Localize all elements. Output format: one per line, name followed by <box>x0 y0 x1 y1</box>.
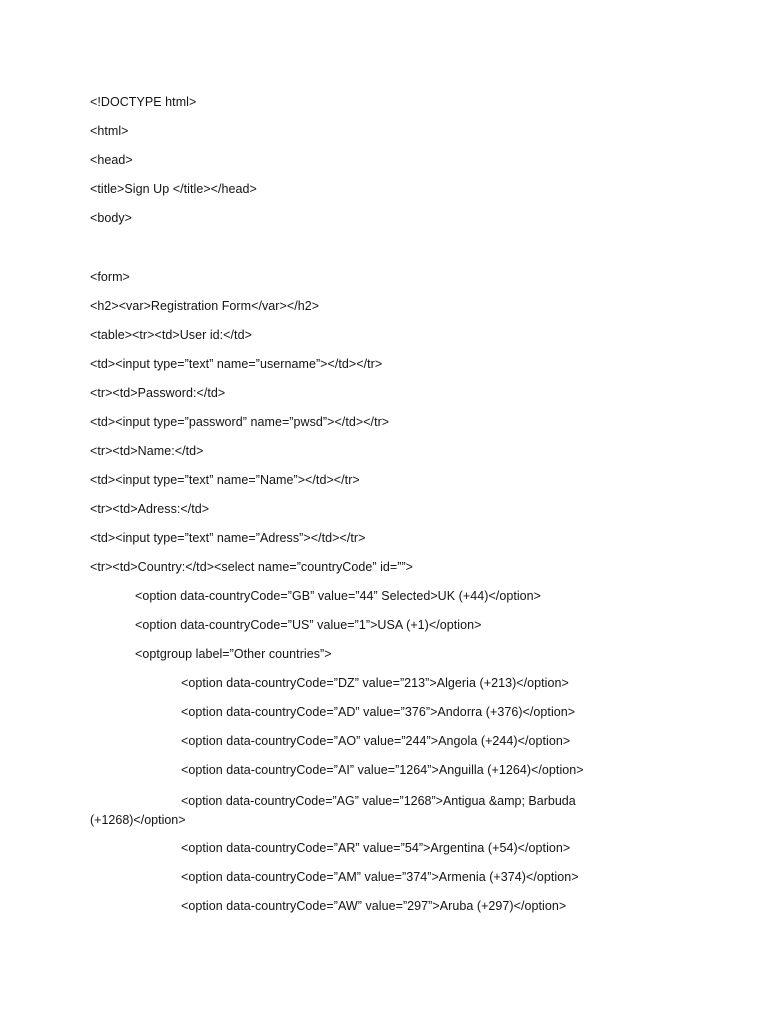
code-line-html: <html> <box>90 124 129 138</box>
code-line-option-ai: <option data-countryCode=”AI” value=”1264”>Anguilla (+1264)</option> <box>181 763 584 777</box>
code-line-option-aw: <option data-countryCode=”AW” value=”297”>Aruba (+297)</option> <box>181 899 567 913</box>
code-line-password-label: <tr><td>Password:</td> <box>90 386 226 400</box>
code-line-option-ao: <option data-countryCode=”AO” value=”244”>Angola (+244)</option> <box>181 734 571 748</box>
code-line-name-input: <td><input type=”text” name=”Name”></td></tr> <box>90 473 360 487</box>
code-line-option-gb: <option data-countryCode=”GB” value=”44” Selected>UK (+44)</option> <box>135 589 542 603</box>
code-line-option-am: <option data-countryCode=”AM” value=”374”>Armenia (+374)</option> <box>181 870 579 884</box>
code-line-country-select: <tr><td>Country:</td><select name=”countryCode” id=””> <box>90 560 414 574</box>
code-line-title: <title>Sign Up </title></head> <box>90 182 257 196</box>
code-line-option-dz: <option data-countryCode=”DZ” value=”213”>Algeria (+213)</option> <box>181 676 569 690</box>
code-line-option-ad: <option data-countryCode=”AD” value=”376”>Andorra (+376)</option> <box>181 705 576 719</box>
code-line-head: <head> <box>90 153 133 167</box>
code-line-option-ag: <option data-countryCode=”AG” value=”1268”>Antigua &amp; Barbuda (+1268)</option> <box>90 794 576 827</box>
code-line-table-userid: <table><tr><td>User id:</td> <box>90 328 252 342</box>
code-line-optgroup: <optgroup label=”Other countries”> <box>135 647 332 661</box>
code-line-name-label: <tr><td>Name:</td> <box>90 444 204 458</box>
code-line-username-input: <td><input type=”text” name=”username”></td></tr> <box>90 357 383 371</box>
code-line-doctype: <!DOCTYPE html> <box>90 95 197 109</box>
code-line-option-ar: <option data-countryCode=”AR” value=”54”>Argentina (+54)</option> <box>181 841 571 855</box>
code-line-password-input: <td><input type=”password” name=”pwsd”></td></tr> <box>90 415 390 429</box>
code-line-form: <form> <box>90 270 130 284</box>
code-line-adress-label: <tr><td>Adress:</td> <box>90 502 210 516</box>
code-line-adress-input: <td><input type=”text” name=”Adress”></td></tr> <box>90 531 366 545</box>
code-line-option-us: <option data-countryCode=”US” value=”1”>USA (+1)</option> <box>135 618 482 632</box>
code-line-body: <body> <box>90 211 133 225</box>
code-line-heading: <h2><var>Registration Form</var></h2> <box>90 299 320 313</box>
